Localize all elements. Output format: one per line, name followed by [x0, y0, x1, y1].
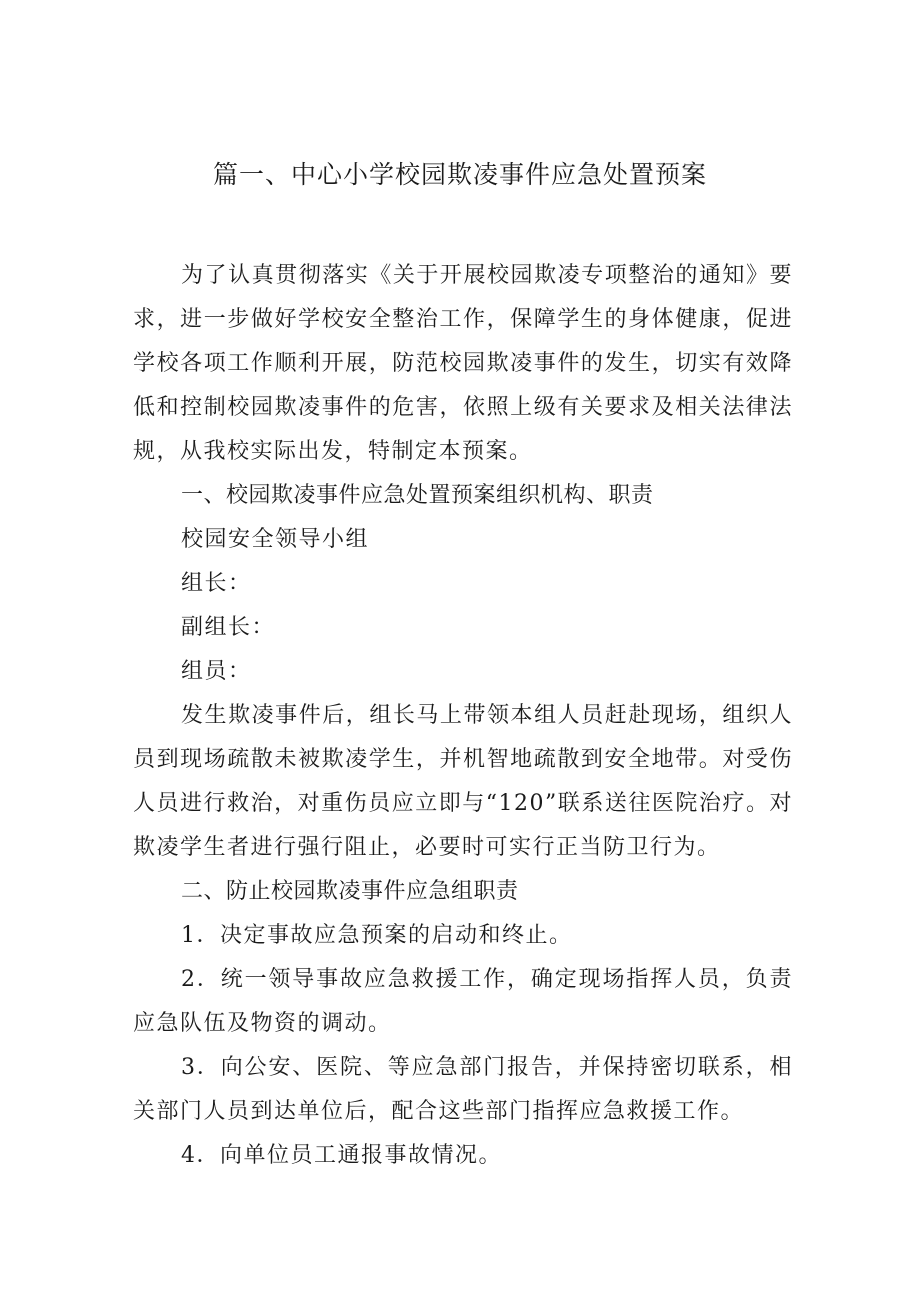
list-item: 3．向公安、医院、等应急部门报告，并保持密切联系，相关部门人员到达单位后，配合这些部门指挥应急救援工作。	[133, 1055, 793, 1124]
list-item: 4．向单位员工通报事故情况。	[181, 1143, 502, 1168]
duties-paragraph: 发生欺凌事件后，组长马上带领本组人员赶赴现场，组织人员到现场疏散未被欺凌学生，并机智地疏散到安全地带。对受伤人员进行救治，对重伤员应立即与“120”联系送往医院治疗。对欺凌学生者进行强行阻止，必要时可实行正当防卫行为。	[133, 703, 793, 860]
list-item: 1．决定事故应急预案的启动和终止。	[181, 923, 573, 948]
members-label: 组员：	[181, 659, 252, 684]
section-2-heading: 二、防止校园欺凌事件应急组职责	[181, 879, 519, 904]
section-1-heading: 一、校园欺凌事件应急处置预案组织机构、职责	[181, 483, 654, 508]
intro-paragraph: 为了认真贯彻落实《关于开展校园欺凌专项整治的通知》要求，进一步做好学校安全整治工作，保障学生的身体健康，促进学校各项工作顺利开展，防范校园欺凌事件的发生，切实有效降低和控制校园欺凌事件的危害，依照上级有关要求及相关法律法规，从我校实际出发，特制定本预案。	[133, 263, 793, 464]
document-title: 篇一、中心小学校园欺凌事件应急处置预案	[212, 160, 707, 189]
leader-label: 组长：	[181, 571, 252, 596]
document-body	[133, 254, 793, 1178]
group-name: 校园安全领导小组	[181, 527, 370, 552]
list-item: 2．统一领导事故应急救援工作，确定现场指挥人员，负责应急队伍及物资的调动。	[133, 967, 793, 1036]
deputy-leader-label: 副组长：	[181, 615, 276, 640]
